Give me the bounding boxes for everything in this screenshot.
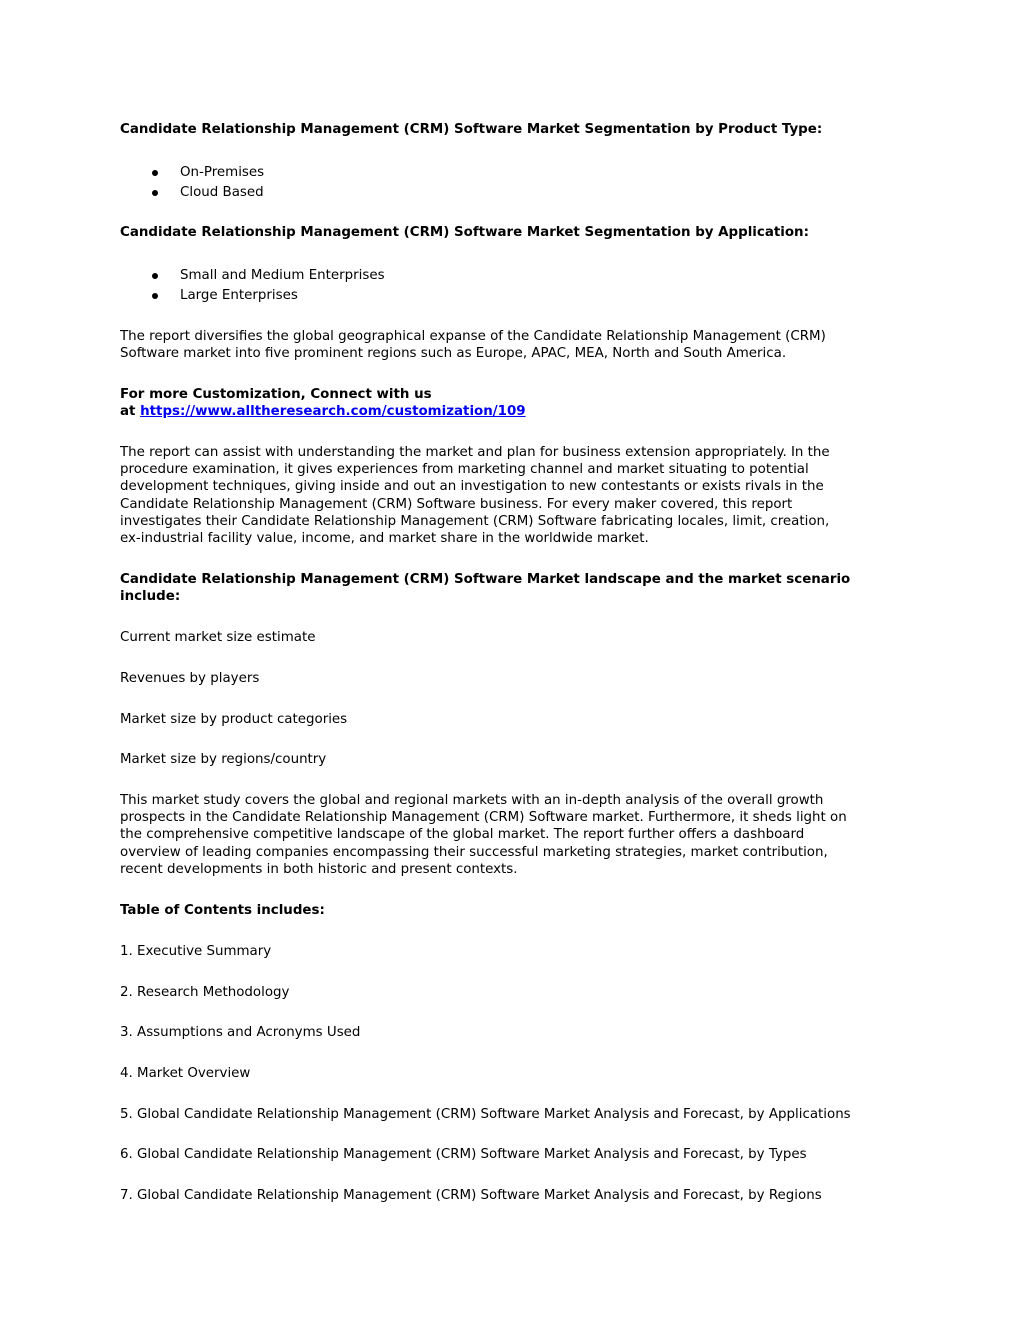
customization-link[interactable]: https://www.alltheresearch.com/customization/109 xyxy=(140,404,526,420)
toc-item: 2. Research Methodology xyxy=(120,985,290,1000)
paragraph-line: The report diversifies the global geographical expanse of the Candidate Relationship Management (CRM) xyxy=(120,329,826,344)
paragraph-line: procedure examination, it gives experiences from marketing channel and market situating to potential xyxy=(120,462,809,478)
bullet-icon xyxy=(152,170,158,176)
bullet-icon xyxy=(152,273,158,279)
assist-paragraph xyxy=(120,444,910,547)
customization-prefix: at xyxy=(120,404,141,420)
paragraph-line: overview of leading companies encompassing their successful marketing strategies, market contribution, xyxy=(120,844,828,860)
toc-item: 7. Global Candidate Relationship Management (CRM) Software Market Analysis and Forecast, by Regions xyxy=(120,1188,822,1203)
study-paragraph xyxy=(120,792,910,878)
toc-item: 1. Executive Summary xyxy=(120,944,272,959)
bullet-icon xyxy=(152,293,158,299)
landscape-item: Market size by regions/country xyxy=(120,752,327,767)
paragraph-line: development techniques, giving inside and out an investigation to new contestants or exists rivals in the xyxy=(120,479,824,495)
regions-paragraph xyxy=(120,328,910,362)
paragraph-line: Candidate Relationship Management (CRM) Software business. For every maker covered, this report xyxy=(120,496,793,512)
toc-item: 4. Market Overview xyxy=(120,1066,251,1081)
toc-item: 3. Assumptions and Acronyms Used xyxy=(120,1025,361,1040)
landscape-item: Revenues by players xyxy=(120,671,260,686)
segmentation-application-heading: Candidate Relationship Management (CRM) Software Market Segmentation by Application: xyxy=(120,225,809,240)
customization-block xyxy=(120,386,910,420)
paragraph-line: prospects in the Candidate Relationship Management (CRM) Software market. Furthermore, it sheds light on xyxy=(120,810,847,826)
heading-line: include: xyxy=(120,589,181,605)
toc-item: 5. Global Candidate Relationship Management (CRM) Software Market Analysis and Forecast, by Applications xyxy=(120,1107,851,1122)
landscape-item: Market size by product categories xyxy=(120,712,348,727)
heading-line: Candidate Relationship Management (CRM) Software Market landscape and the market scenario xyxy=(120,572,851,587)
paragraph-line: The report can assist with understanding the market and plan for business extension appropriately. In the xyxy=(120,445,830,460)
paragraph-line: investigates their Candidate Relationship Management (CRM) Software fabricating locales, limit, creation, xyxy=(120,513,830,529)
customization-link-line xyxy=(120,403,910,420)
toc-item: 6. Global Candidate Relationship Management (CRM) Software Market Analysis and Forecast, by Types xyxy=(120,1147,807,1162)
paragraph-line: This market study covers the global and regional markets with an in-depth analysis of the overall growth xyxy=(120,793,824,808)
paragraph-line: the comprehensive competitive landscape of the global market. The report further offers a dashboard xyxy=(120,827,805,843)
customization-line: For more Customization, Connect with us xyxy=(120,387,432,402)
paragraph-line: recent developments in both historic and present contexts. xyxy=(120,861,518,877)
landscape-heading xyxy=(120,571,910,605)
paragraph-line: ex-industrial facility value, income, and market share in the worldwide market. xyxy=(120,531,649,547)
bullet-icon xyxy=(152,190,158,196)
landscape-item: Current market size estimate xyxy=(120,630,316,645)
segmentation-type-heading: Candidate Relationship Management (CRM) Software Market Segmentation by Product Type: xyxy=(120,122,823,137)
toc-heading: Table of Contents includes: xyxy=(120,903,325,918)
paragraph-line: Software market into five prominent regions such as Europe, APAC, MEA, North and South America. xyxy=(120,346,787,362)
